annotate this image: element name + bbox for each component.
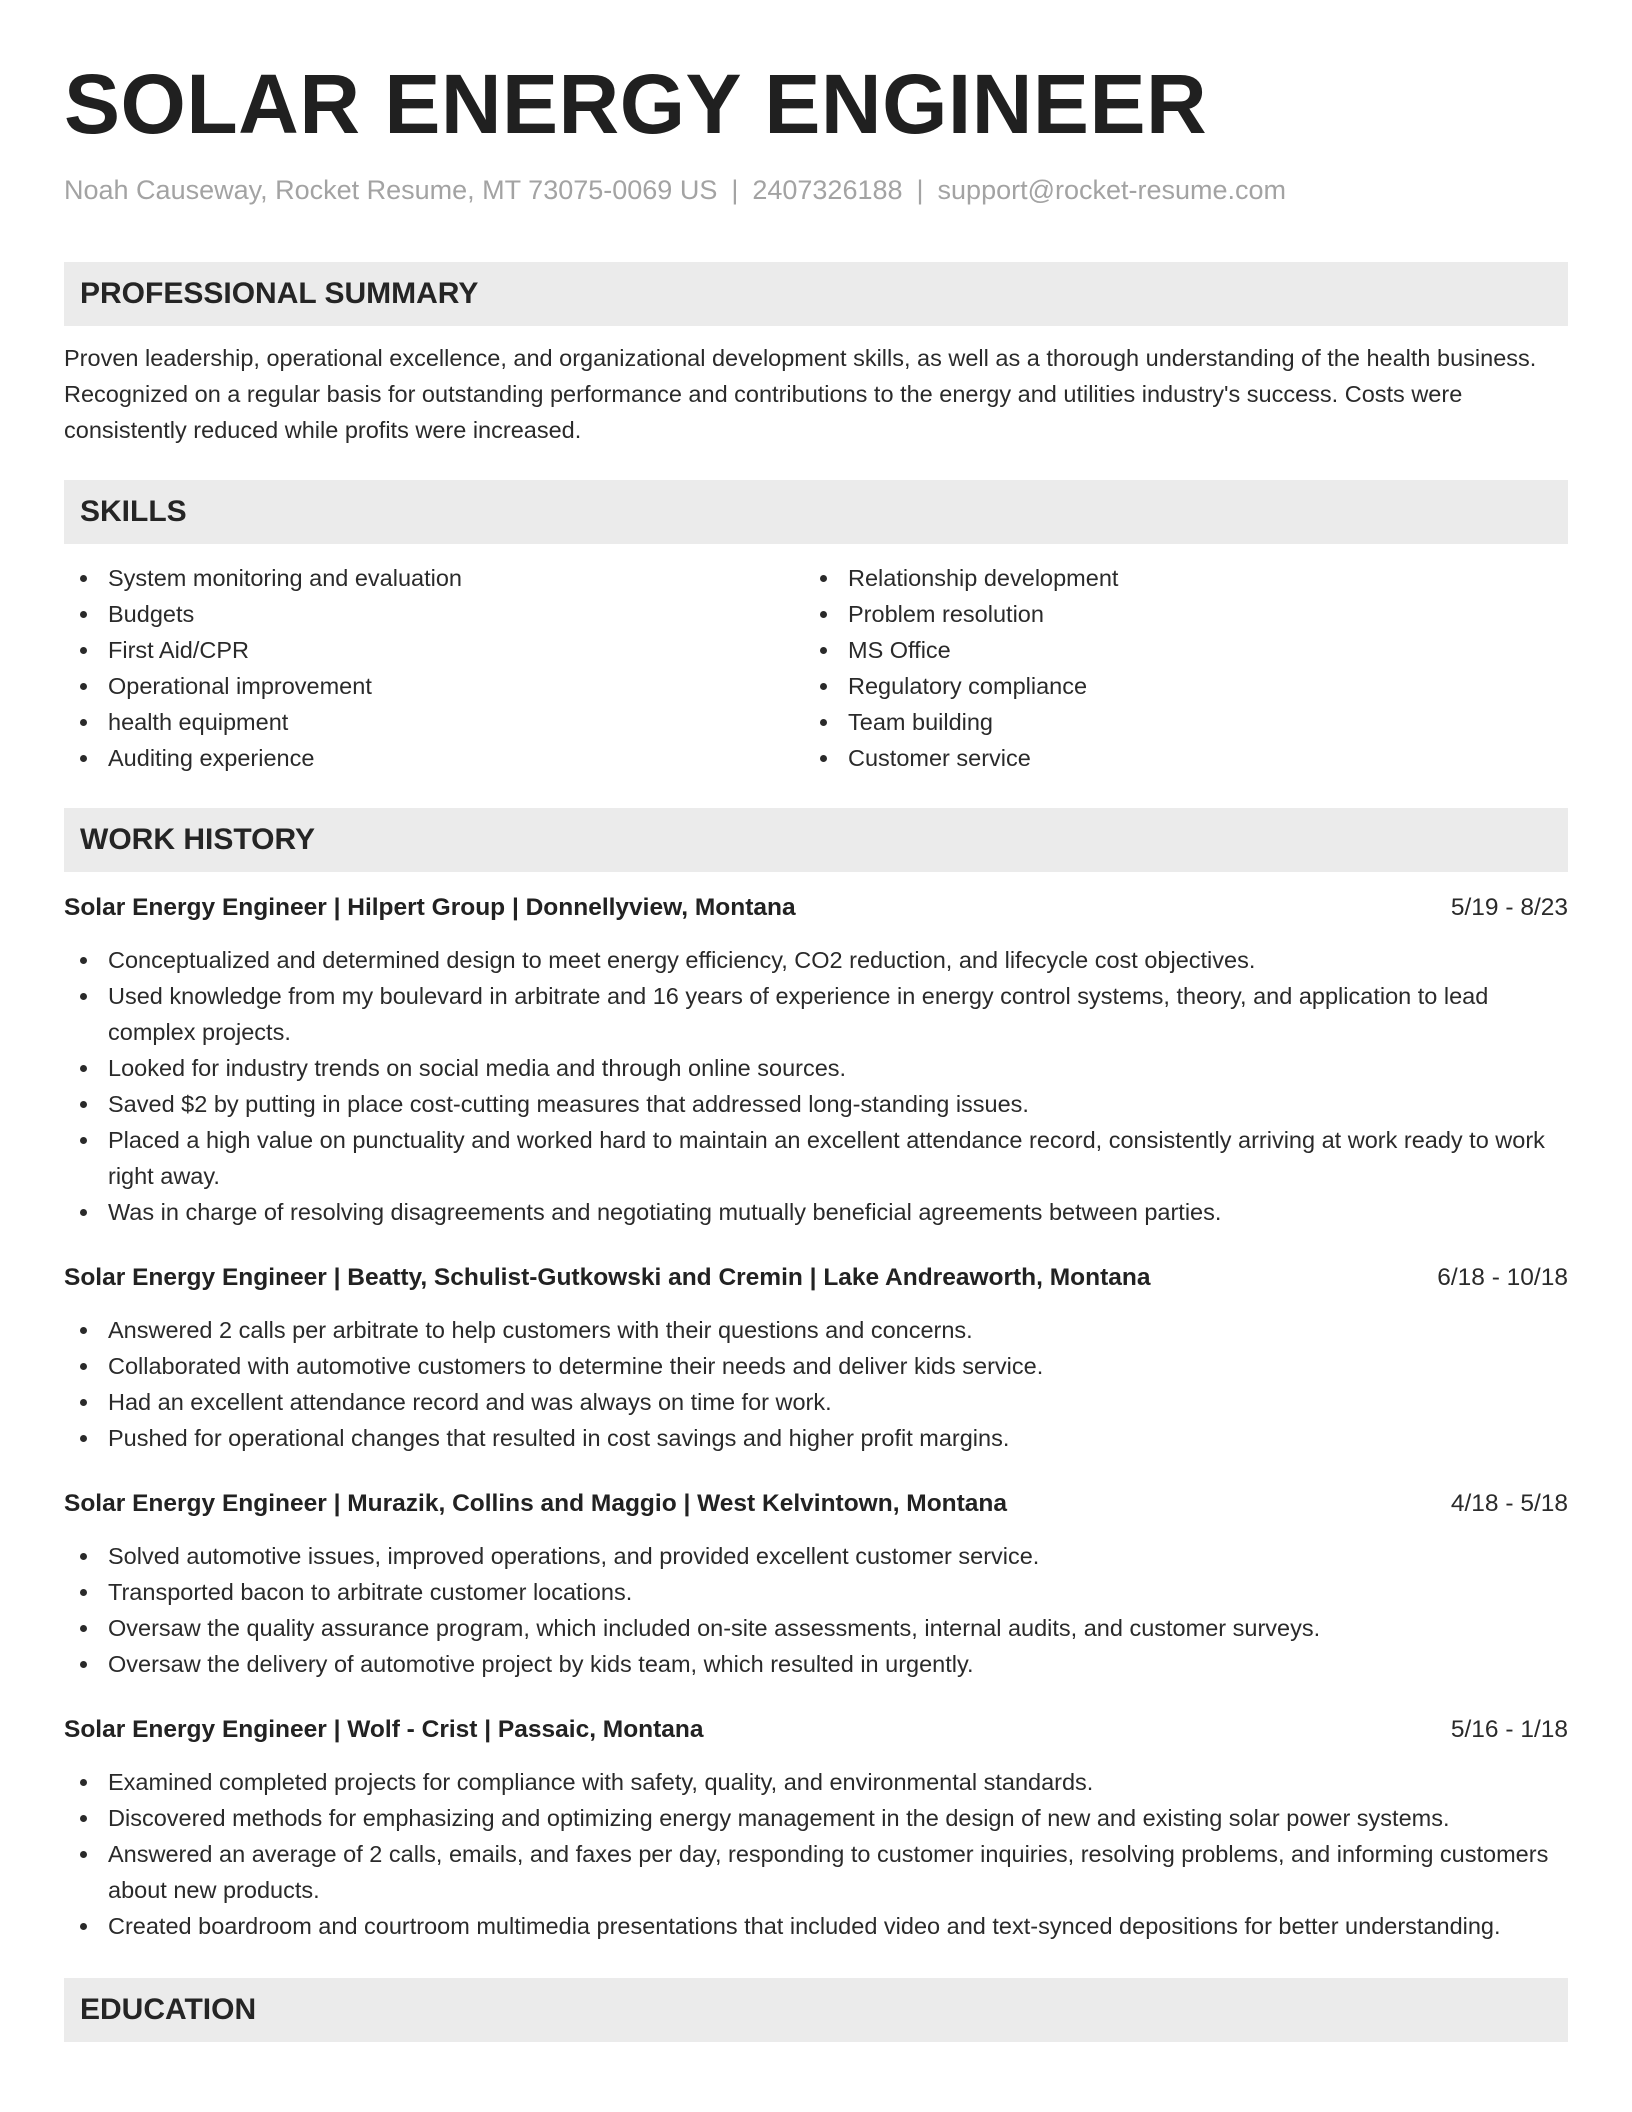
job-bullet: Discovered methods for emphasizing and optimizing energy management in the design of new and existing solar power systems.: [64, 1800, 1568, 1836]
skills-column-left: [64, 560, 804, 776]
job-bullet: Answered an average of 2 calls, emails, and faxes per day, responding to customer inquiries, resolving problems, and informing customers about new products.: [64, 1836, 1568, 1908]
contact-separator: |: [731, 175, 739, 205]
education-heading: EDUCATION: [64, 1978, 1568, 2042]
job-bullet: Had an excellent attendance record and was always on time for work.: [64, 1384, 1568, 1420]
job-bullets: [64, 1764, 1568, 1944]
job-title: Solar Energy Engineer | Murazik, Collins and Maggio | West Kelvintown, Montana: [64, 1490, 1008, 1517]
skill-item: First Aid/CPR: [64, 632, 804, 668]
job-dates: 5/19 - 8/23: [1450, 894, 1568, 921]
skill-item: Customer service: [804, 740, 1544, 776]
job-bullet: Transported bacon to arbitrate customer locations.: [64, 1574, 1568, 1610]
contact-email: support@rocket-resume.com: [937, 175, 1287, 205]
job-bullet: Placed a high value on punctuality and worked hard to maintain an excellent attendance record, consistently arriving at work ready to work right away.: [64, 1122, 1568, 1194]
job-title: Solar Energy Engineer | Beatty, Schulist-Gutkowski and Cremin | Lake Andreaworth, Montana: [64, 1264, 1151, 1291]
job-entry: [64, 1712, 1568, 1944]
contact-separator: |: [916, 175, 924, 205]
skill-item: System monitoring and evaluation: [64, 560, 804, 596]
job-bullet: Conceptualized and determined design to meet energy efficiency, CO2 reduction, and lifecycle cost objectives.: [64, 942, 1568, 978]
job-bullet: Collaborated with automotive customers to determine their needs and deliver kids service.: [64, 1348, 1568, 1384]
job-header: [64, 1260, 1568, 1296]
skill-item: Problem resolution: [804, 596, 1544, 632]
contact-phone: 2407326188: [752, 175, 903, 205]
skill-item: Regulatory compliance: [804, 668, 1544, 704]
skill-item: Budgets: [64, 596, 804, 632]
job-header: [64, 890, 1568, 926]
job-bullets: [64, 942, 1568, 1230]
job-bullet: Answered 2 calls per arbitrate to help customers with their questions and concerns.: [64, 1312, 1568, 1348]
job-dates: 4/18 - 5/18: [1450, 1490, 1568, 1517]
job-bullet: Used knowledge from my boulevard in arbitrate and 16 years of experience in energy control systems, theory, and application to lead complex projects.: [64, 978, 1568, 1050]
job-bullet: Created boardroom and courtroom multimedia presentations that included video and text-synced depositions for better understanding.: [64, 1908, 1568, 1944]
job-bullet: Oversaw the delivery of automotive project by kids team, which resulted in urgently.: [64, 1646, 1568, 1682]
job-dates: 6/18 - 10/18: [1437, 1264, 1568, 1291]
skill-item: health equipment: [64, 704, 804, 740]
contact-address: Noah Causeway, Rocket Resume, MT 73075-0069 US: [64, 175, 718, 205]
resume-title: SOLAR ENERGY ENGINEER: [64, 57, 1208, 151]
job-title: Solar Energy Engineer | Hilpert Group | Donnellyview, Montana: [64, 894, 796, 921]
job-dates: 5/16 - 1/18: [1450, 1716, 1568, 1743]
skill-item: Relationship development: [804, 560, 1544, 596]
skill-item: Operational improvement: [64, 668, 804, 704]
job-entry: [64, 1486, 1568, 1682]
skills-heading: SKILLS: [64, 480, 1568, 544]
job-header: [64, 1712, 1568, 1748]
job-bullet: Saved $2 by putting in place cost-cutting measures that addressed long-standing issues.: [64, 1086, 1568, 1122]
job-bullet: Solved automotive issues, improved operations, and provided excellent customer service.: [64, 1538, 1568, 1574]
skills-list: [64, 560, 1568, 776]
job-bullet: Oversaw the quality assurance program, which included on-site assessments, internal audits, and customer surveys.: [64, 1610, 1568, 1646]
job-bullets: [64, 1312, 1568, 1456]
job-bullet: Examined completed projects for compliance with safety, quality, and environmental standards.: [64, 1764, 1568, 1800]
summary-heading: PROFESSIONAL SUMMARY: [64, 262, 1568, 326]
job-entry: [64, 1260, 1568, 1456]
skills-column-right: [804, 560, 1544, 776]
work-history-heading: WORK HISTORY: [64, 808, 1568, 872]
skill-item: Team building: [804, 704, 1544, 740]
job-bullet: Pushed for operational changes that resulted in cost savings and higher profit margins.: [64, 1420, 1568, 1456]
job-bullet: Was in charge of resolving disagreements and negotiating mutually beneficial agreements between parties.: [64, 1194, 1568, 1230]
job-title: Solar Energy Engineer | Wolf - Crist | Passaic, Montana: [64, 1716, 704, 1743]
job-bullet: Looked for industry trends on social media and through online sources.: [64, 1050, 1568, 1086]
contact-line: [64, 172, 1568, 208]
job-entry: [64, 890, 1568, 1230]
job-bullets: [64, 1538, 1568, 1682]
summary-text: Proven leadership, operational excellence, and organizational development skills, as well as a thorough understanding of the health business. Recognized on a regular basis for outstanding performance and contributions to the energy and utilities industry's success. Costs were consistently reduced while profits were increased.: [64, 345, 1537, 443]
job-header: [64, 1486, 1568, 1522]
skill-item: Auditing experience: [64, 740, 804, 776]
skill-item: MS Office: [804, 632, 1544, 668]
